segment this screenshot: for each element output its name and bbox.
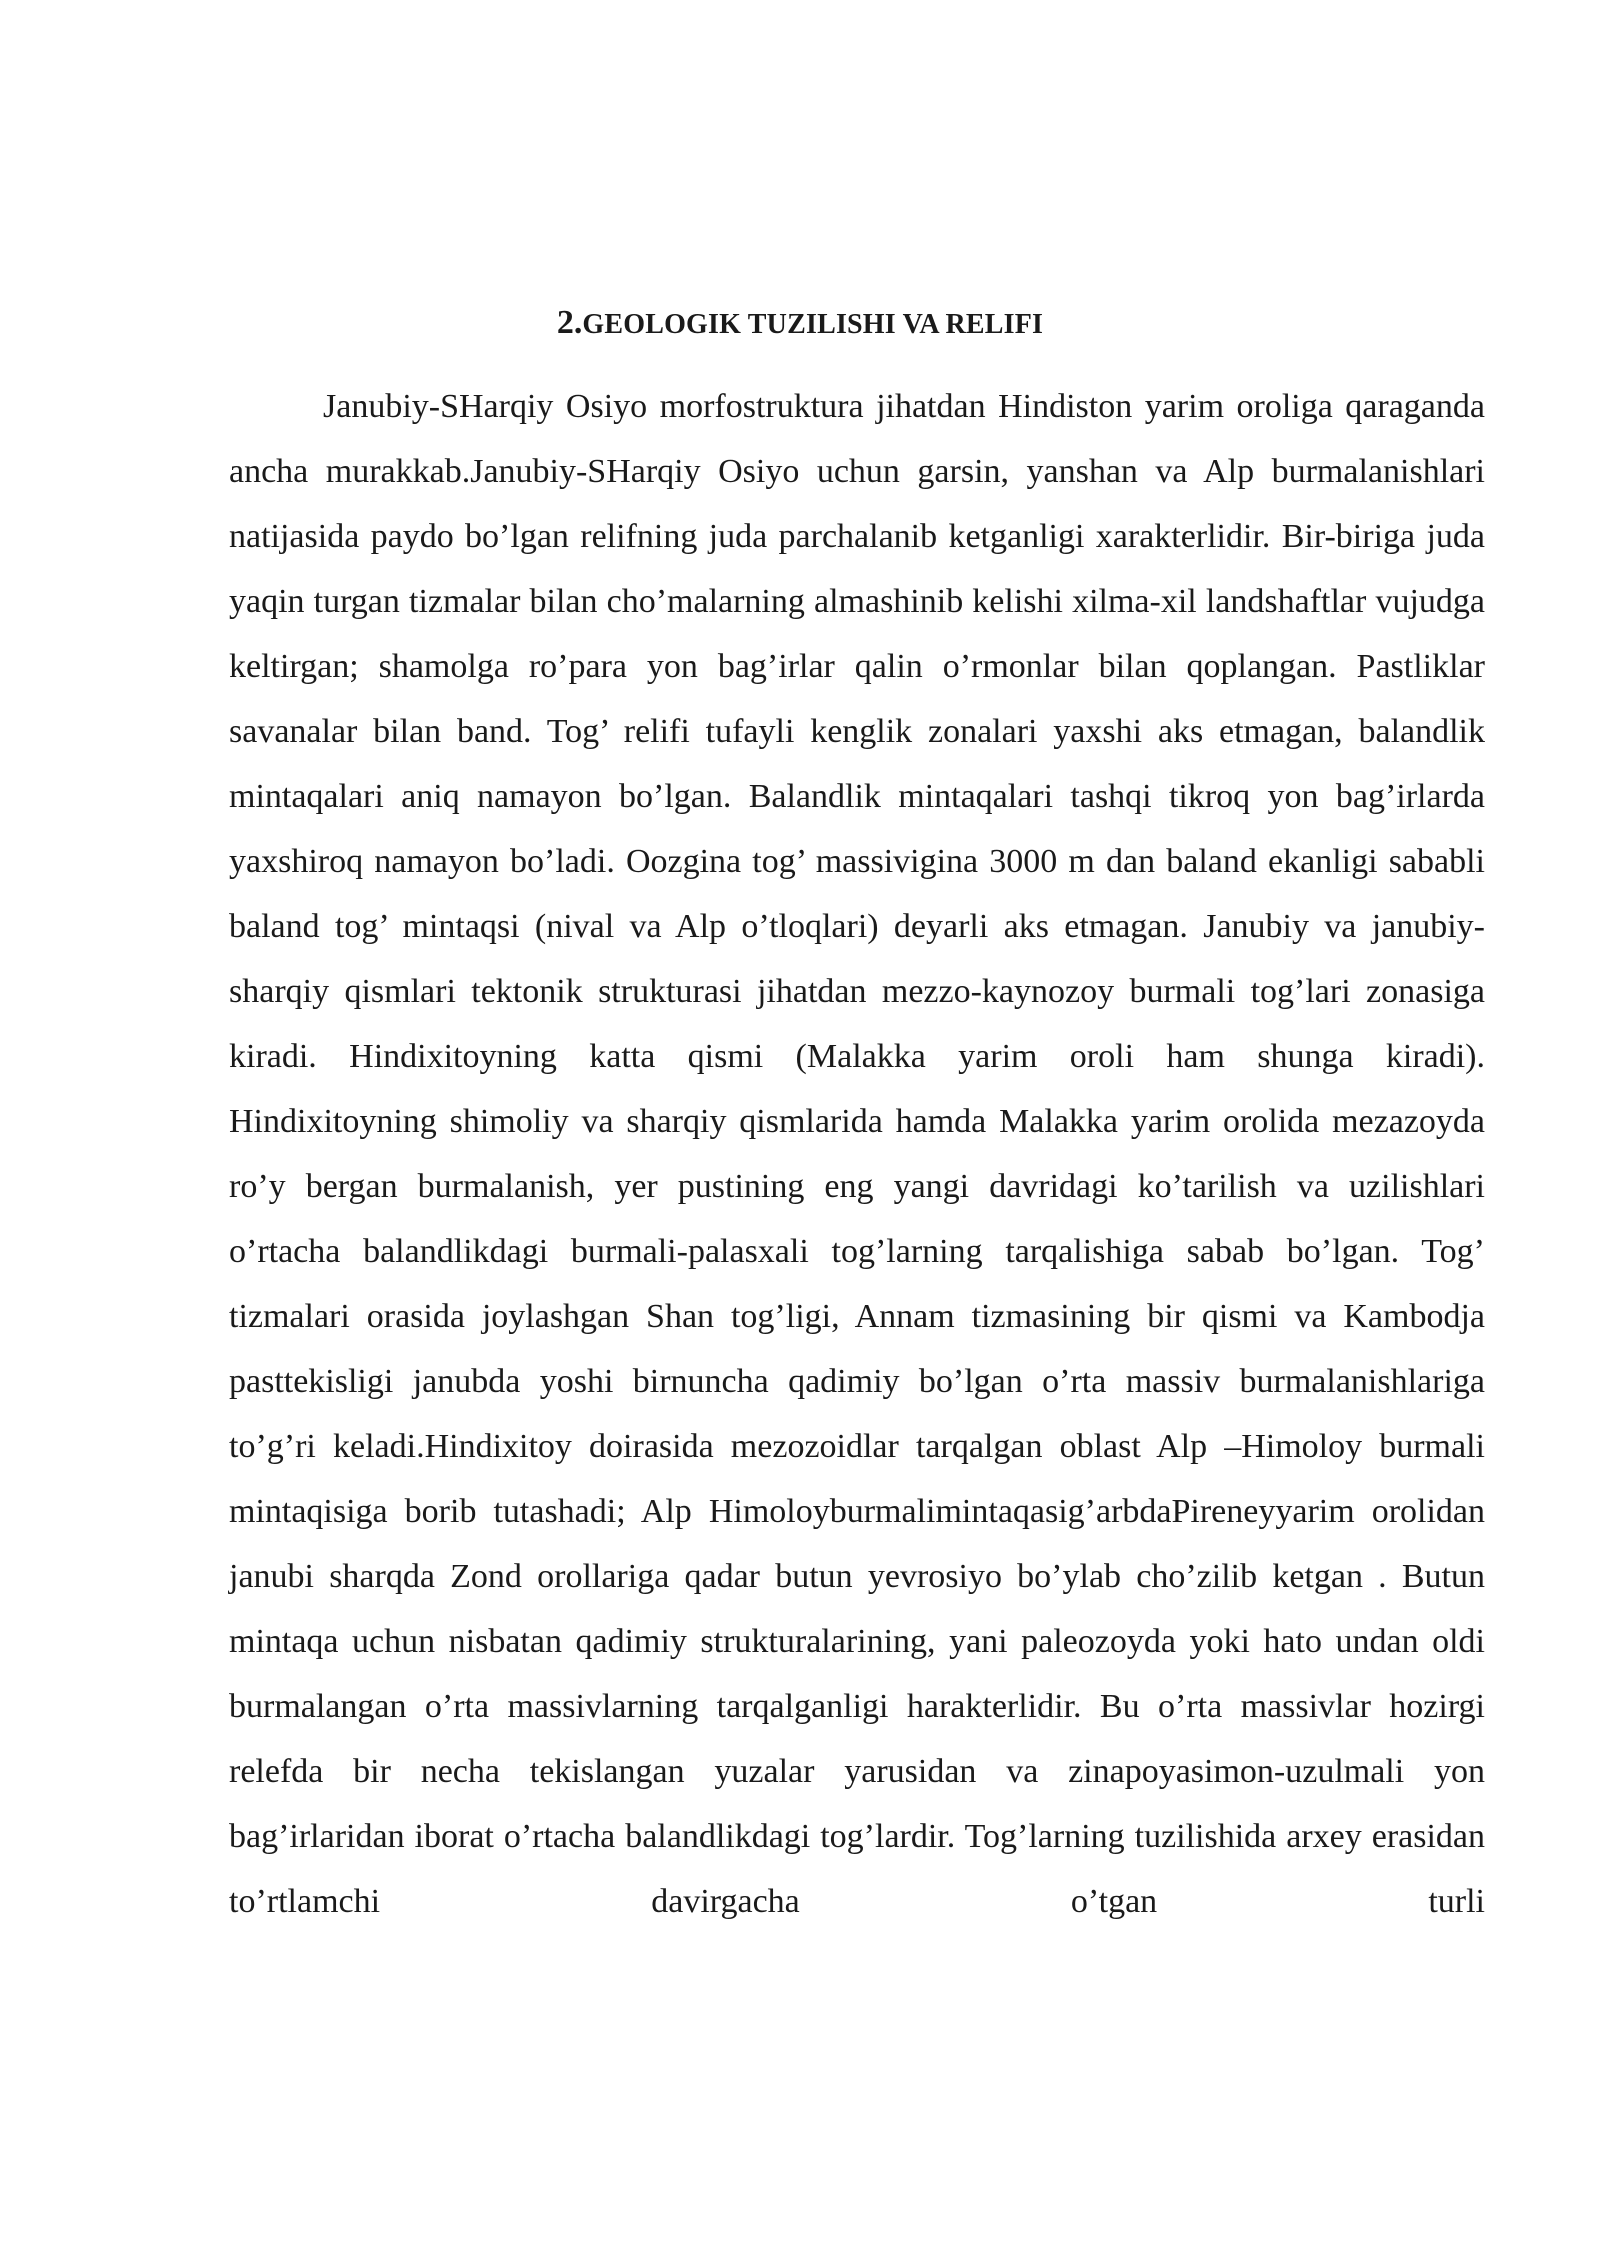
- paragraph-text: Janubiy-SHarqiy Osiyo morfostruktura jihatdan Hindiston yarim oroliga qaraganda ancha murakkab.Janubiy-SHarqiy Osiyo uchun garsin, yanshan va Alp burmalanishlari natijasida paydo bo’lgan relifning juda parchalanib ketganligi xarakterlidir. Bir-biriga juda yaqin turgan tizmalar bilan cho’malarning almashinib kelishi xilma-xil landshaftlar vujudga keltirgan; shamolga ro’para yon bag’irlar qalin o’rmonlar bilan qoplangan. Pastliklar savanalar bilan band. Tog’ relifi tufayli kenglik zonalari yaxshi aks etmagan, balandlik mintaqalari aniq namayon bo’lgan. Balandlik mintaqalari tashqi tikroq yon bag’irlarda yaxshiroq namayon bo’ladi. Oozgina tog’ massivigina 3000 m dan baland ekanligi sababli baland tog’ mintaqsi (nival va Alp o’tloqlari) deyarli aks etmagan. Janubiy va janubiy-sharqiy qismlari tektonik strukturasi jihatdan mezzo-kaynozoy burmali tog’lari zonasiga kiradi. Hindixitoyning katta qismi (Malakka yarim oroli ham shunga kiradi). Hindixitoyning shimoliy va sharqiy qismlarida hamda Malakka yarim orolida mezazoyda ro’y bergan burmalanish, yer pustining eng yangi davridagi ko’tarilish va uzilishlari o’rtacha balandlikdagi burmali-palasxali tog’larning tarqalishiga sabab bo’lgan. Tog’ tizmalari orasida joylashgan Shan tog’ligi, Annam tizmasining bir qismi va Kambodja pasttekisligi janubda yoshi birnuncha qadimiy bo’lgan o’rta massiv burmalanishlariga to’g’ri keladi.Hindixitoy doirasida mezozoidlar tarqalgan oblast Alp –Himoloy burmali mintaqisiga borib tutashadi; Alp Himoloyburmalimintaqasig’arbdaPireneyyarim orolidan janubi sharqda Zond orollariga qadar butun yevrosiyo bo’ylab cho’zilib ketgan . Butun mintaqa uchun nisbatan qadimiy strukturalarining, yani paleozoyda yoki hato undan oldi burmalangan o’rta massivlarning tarqalganligi harakterlidir. Bu o’rta massivlar hozirgi relefda bir necha tekislangan yuzalar yarusidan va zinapoyasimon-uzulmali yon bag’irlaridan iborat o’rtacha balandlikdagi tog’lardir. Tog’larning tuzilishida arxey erasidan to’rtlamchi davirgacha o’tgan turli: [229, 388, 1485, 1920]
- body-paragraph: [229, 374, 1485, 1934]
- section-title: GEOLOGIK TUZILISHI VA RELIFI: [582, 309, 1044, 340]
- section-heading: [0, 304, 1600, 342]
- section-number: 2.: [556, 304, 583, 341]
